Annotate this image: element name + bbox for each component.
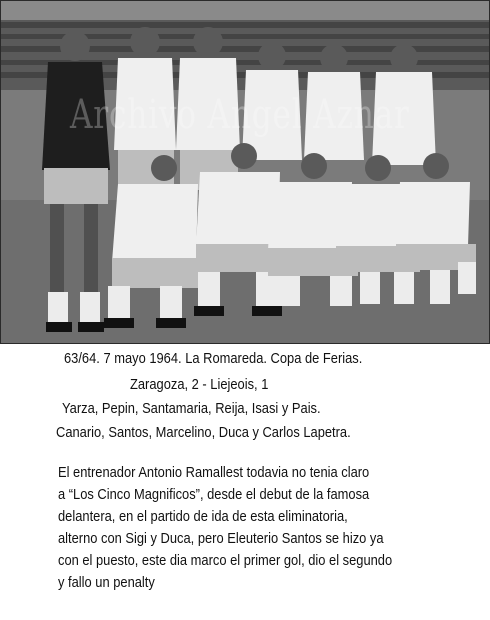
story-line: El entrenador Antonio Ramallest todavia no tenia claro [58,464,370,481]
caption-match-line: 63/64. 7 mayo 1964. La Romareda. Copa de Ferias. [64,350,363,367]
story-line: con el puesto, este dia marco el primer gol, dio el segundo [58,552,393,569]
story-paragraph [58,462,478,594]
story-line: delantera, en el partido de ida de esta eliminatoria, [58,508,348,525]
watermark-text: Archivo Angel Aznar [70,92,410,138]
caption-crouching-players: Canario, Santos, Marcelino, Duca y Carlos Lapetra. [56,424,351,441]
story-line: alterno con Sigi y Duca, pero Eleuterio Santos se hizo ya [58,530,384,547]
story-line: a “Los Cinco Magnificos”, desde el debut de la famosa [58,486,370,503]
caption-score-line: Zaragoza, 2 - Liejeois, 1 [130,376,269,393]
story-line: y fallo un penalty [58,574,155,591]
caption-standing-players: Yarza, Pepin, Santamaria, Reija, Isasi y Pais. [62,400,321,417]
